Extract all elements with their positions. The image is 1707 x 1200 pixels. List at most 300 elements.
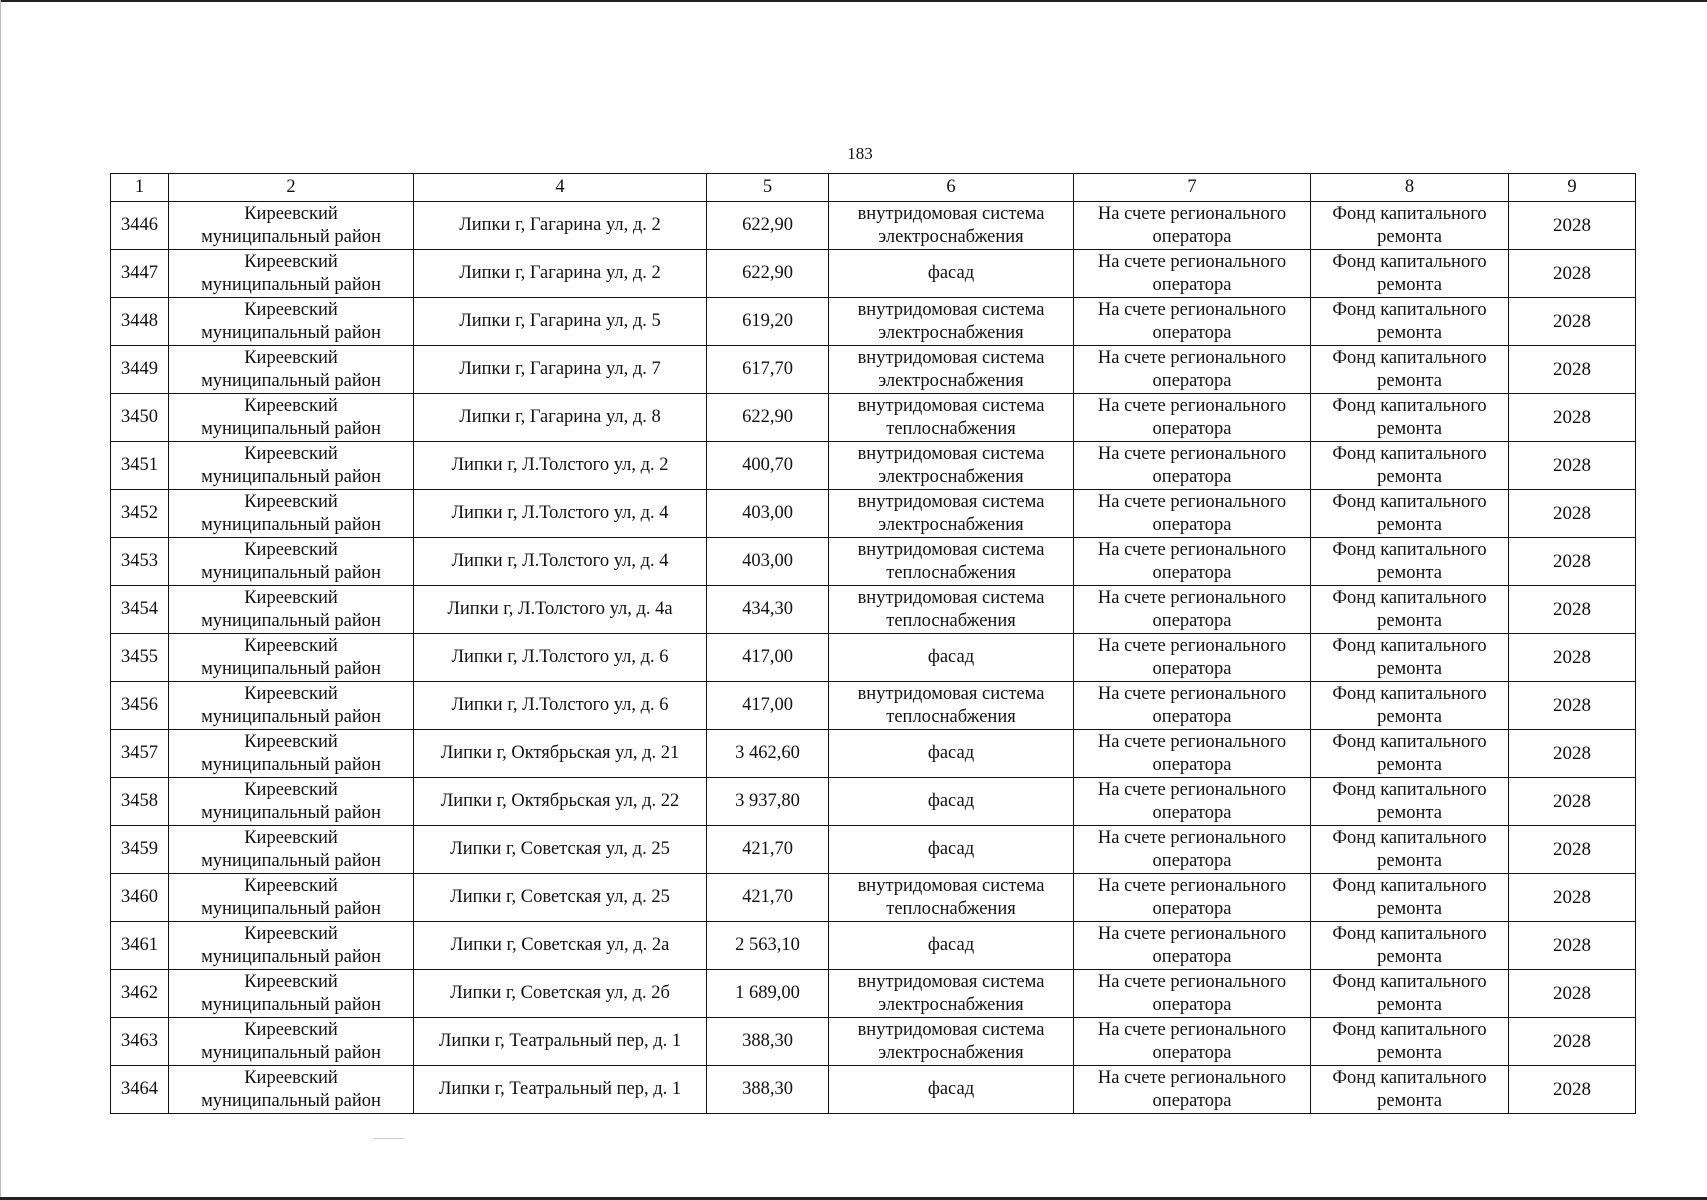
funding-source-cell-line: ремонта bbox=[1377, 1091, 1442, 1111]
district-cell-line: Киреевский bbox=[244, 588, 338, 608]
address-cell: Липки г, Советская ул, д. 2б bbox=[414, 970, 707, 1018]
district-cell bbox=[169, 538, 414, 586]
account-cell-line: На счете регионального bbox=[1097, 300, 1287, 320]
year-cell: 2028 bbox=[1509, 442, 1636, 490]
funding-source-cell-line: ремонта bbox=[1377, 755, 1442, 775]
district-cell-line: Киреевский bbox=[244, 636, 338, 656]
table-row bbox=[111, 1018, 1636, 1066]
account-cell-line: оператора bbox=[1152, 227, 1232, 247]
district-cell-line: муниципальный район bbox=[201, 563, 381, 583]
work-type-cell-line: электроснабжения bbox=[878, 323, 1024, 343]
district-cell bbox=[169, 1066, 414, 1114]
funding-source-cell-line: Фонд капитального bbox=[1332, 252, 1487, 272]
account-cell bbox=[1074, 874, 1311, 922]
funding-source-cell-line: ремонта bbox=[1377, 947, 1442, 967]
account-cell bbox=[1074, 682, 1311, 730]
address-cell: Липки г, Гагарина ул, д. 5 bbox=[414, 298, 707, 346]
work-type-cell-line: внутридомовая система bbox=[857, 204, 1045, 224]
district-cell-lines bbox=[172, 587, 410, 633]
funding-source-cell-line: ремонта bbox=[1377, 371, 1442, 391]
account-cell bbox=[1074, 490, 1311, 538]
district-cell bbox=[169, 250, 414, 298]
account-cell-line: оператора bbox=[1152, 323, 1232, 343]
work-type-cell bbox=[829, 682, 1074, 730]
district-cell-line: Киреевский bbox=[244, 1068, 338, 1088]
funding-source-cell-line: ремонта bbox=[1377, 803, 1442, 823]
area-cell: 400,70 bbox=[707, 442, 829, 490]
account-cell bbox=[1074, 826, 1311, 874]
year-cell: 2028 bbox=[1509, 778, 1636, 826]
funding-source-cell bbox=[1311, 346, 1509, 394]
year-cell: 2028 bbox=[1509, 1066, 1636, 1114]
account-cell-lines bbox=[1077, 779, 1307, 825]
funding-source-cell-line: ремонта bbox=[1377, 275, 1442, 295]
account-cell-line: оператора bbox=[1152, 851, 1232, 871]
register-table bbox=[110, 173, 1636, 1114]
year-cell: 2028 bbox=[1509, 634, 1636, 682]
account-cell-line: оператора bbox=[1152, 467, 1232, 487]
work-type-cell-lines bbox=[832, 491, 1070, 537]
district-cell-line: муниципальный район bbox=[201, 707, 381, 727]
district-cell-line: Киреевский bbox=[244, 924, 338, 944]
address-cell: Липки г, Октябрьская ул, д. 22 bbox=[414, 778, 707, 826]
account-cell-line: На счете регионального bbox=[1097, 348, 1287, 368]
district-cell bbox=[169, 970, 414, 1018]
work-type-cell-line: теплоснабжения bbox=[886, 611, 1016, 631]
account-cell bbox=[1074, 1066, 1311, 1114]
district-cell-line: муниципальный район bbox=[201, 851, 381, 871]
account-cell-line: На счете регионального bbox=[1097, 540, 1287, 560]
row-number-cell: 3461 bbox=[111, 922, 169, 970]
work-type-cell-line: внутридомовая система bbox=[857, 876, 1045, 896]
work-type-cell-line: внутридомовая система bbox=[857, 540, 1045, 560]
account-cell-line: На счете регионального bbox=[1097, 636, 1287, 656]
account-cell-line: оператора bbox=[1152, 515, 1232, 535]
table-row bbox=[111, 442, 1636, 490]
account-cell-line: На счете регионального bbox=[1097, 1020, 1287, 1040]
header-cell-4: 4 bbox=[414, 174, 707, 202]
table-row bbox=[111, 922, 1636, 970]
funding-source-cell-line: ремонта bbox=[1377, 851, 1442, 871]
work-type-cell-line: теплоснабжения bbox=[886, 563, 1016, 583]
area-cell: 622,90 bbox=[707, 250, 829, 298]
area-cell: 417,00 bbox=[707, 634, 829, 682]
account-cell-lines bbox=[1077, 587, 1307, 633]
funding-source-cell-line: ремонта bbox=[1377, 227, 1442, 247]
district-cell-line: Киреевский bbox=[244, 492, 338, 512]
district-cell-lines bbox=[172, 491, 410, 537]
district-cell bbox=[169, 778, 414, 826]
work-type-cell-lines bbox=[832, 1019, 1070, 1065]
year-cell: 2028 bbox=[1509, 874, 1636, 922]
funding-source-cell bbox=[1311, 874, 1509, 922]
header-cell-5: 5 bbox=[707, 174, 829, 202]
row-number-cell: 3460 bbox=[111, 874, 169, 922]
district-cell-line: муниципальный район bbox=[201, 1091, 381, 1111]
year-cell: 2028 bbox=[1509, 298, 1636, 346]
header-cell-9: 9 bbox=[1509, 174, 1636, 202]
work-type-cell-line: электроснабжения bbox=[878, 467, 1024, 487]
district-cell-line: Киреевский bbox=[244, 1020, 338, 1040]
work-type-cell-line: внутридомовая система bbox=[857, 588, 1045, 608]
header-cell-6: 6 bbox=[829, 174, 1074, 202]
work-type-cell bbox=[829, 538, 1074, 586]
account-cell-lines bbox=[1077, 443, 1307, 489]
funding-source-cell-line: Фонд капитального bbox=[1332, 780, 1487, 800]
account-cell-line: На счете регионального bbox=[1097, 1068, 1287, 1088]
district-cell bbox=[169, 634, 414, 682]
address-cell: Липки г, Л.Толстого ул, д. 6 bbox=[414, 634, 707, 682]
address-cell: Липки г, Советская ул, д. 25 bbox=[414, 874, 707, 922]
work-type-cell: фасад bbox=[829, 730, 1074, 778]
district-cell-line: муниципальный район bbox=[201, 947, 381, 967]
year-cell: 2028 bbox=[1509, 1018, 1636, 1066]
account-cell-lines bbox=[1077, 827, 1307, 873]
area-cell: 2 563,10 bbox=[707, 922, 829, 970]
account-cell-lines bbox=[1077, 923, 1307, 969]
year-cell: 2028 bbox=[1509, 586, 1636, 634]
work-type-cell: фасад bbox=[829, 778, 1074, 826]
work-type-cell-lines bbox=[832, 299, 1070, 345]
funding-source-cell-line: Фонд капитального bbox=[1332, 588, 1487, 608]
scan-edge-top bbox=[0, 0, 1707, 2]
account-cell-lines bbox=[1077, 971, 1307, 1017]
work-type-cell-lines bbox=[832, 539, 1070, 585]
account-cell-lines bbox=[1077, 1019, 1307, 1065]
district-cell-line: Киреевский bbox=[244, 684, 338, 704]
work-type-cell bbox=[829, 394, 1074, 442]
funding-source-cell bbox=[1311, 298, 1509, 346]
scan-edge-left bbox=[0, 0, 1, 1200]
row-number-cell: 3454 bbox=[111, 586, 169, 634]
funding-source-cell-lines bbox=[1314, 923, 1505, 969]
account-cell-line: На счете регионального bbox=[1097, 252, 1287, 272]
row-number-cell: 3446 bbox=[111, 202, 169, 250]
funding-source-cell-line: Фонд капитального bbox=[1332, 636, 1487, 656]
district-cell-line: муниципальный район bbox=[201, 371, 381, 391]
funding-source-cell-lines bbox=[1314, 635, 1505, 681]
account-cell bbox=[1074, 394, 1311, 442]
area-cell: 417,00 bbox=[707, 682, 829, 730]
area-cell: 3 937,80 bbox=[707, 778, 829, 826]
district-cell-lines bbox=[172, 251, 410, 297]
work-type-cell: фасад bbox=[829, 1066, 1074, 1114]
address-cell: Липки г, Советская ул, д. 2а bbox=[414, 922, 707, 970]
table-row bbox=[111, 682, 1636, 730]
year-cell: 2028 bbox=[1509, 682, 1636, 730]
district-cell-line: Киреевский bbox=[244, 972, 338, 992]
table-row bbox=[111, 634, 1636, 682]
account-cell-line: оператора bbox=[1152, 947, 1232, 967]
table-row bbox=[111, 202, 1636, 250]
table-row bbox=[111, 250, 1636, 298]
funding-source-cell-lines bbox=[1314, 491, 1505, 537]
header-cell-7: 7 bbox=[1074, 174, 1311, 202]
work-type-cell bbox=[829, 1018, 1074, 1066]
account-cell bbox=[1074, 538, 1311, 586]
district-cell bbox=[169, 922, 414, 970]
account-cell-line: оператора bbox=[1152, 899, 1232, 919]
table-row bbox=[111, 826, 1636, 874]
district-cell-line: муниципальный район bbox=[201, 515, 381, 535]
area-cell: 403,00 bbox=[707, 490, 829, 538]
year-cell: 2028 bbox=[1509, 538, 1636, 586]
work-type-cell-line: внутридомовая система bbox=[857, 972, 1045, 992]
district-cell-line: муниципальный район bbox=[201, 323, 381, 343]
table-row bbox=[111, 586, 1636, 634]
account-cell-line: На счете регионального bbox=[1097, 732, 1287, 752]
district-cell-lines bbox=[172, 347, 410, 393]
district-cell bbox=[169, 202, 414, 250]
account-cell bbox=[1074, 442, 1311, 490]
table-body bbox=[111, 202, 1636, 1114]
funding-source-cell bbox=[1311, 1066, 1509, 1114]
address-cell: Липки г, Советская ул, д. 25 bbox=[414, 826, 707, 874]
account-cell-line: На счете регионального bbox=[1097, 780, 1287, 800]
account-cell-line: На счете регионального bbox=[1097, 972, 1287, 992]
district-cell-line: Киреевский bbox=[244, 732, 338, 752]
work-type-cell-line: теплоснабжения bbox=[886, 707, 1016, 727]
table-row bbox=[111, 778, 1636, 826]
account-cell-line: На счете регионального bbox=[1097, 396, 1287, 416]
address-cell: Липки г, Театральный пер, д. 1 bbox=[414, 1018, 707, 1066]
account-cell-line: оператора bbox=[1152, 419, 1232, 439]
work-type-cell-line: внутридомовая система bbox=[857, 300, 1045, 320]
district-cell bbox=[169, 346, 414, 394]
header-cell-1: 1 bbox=[111, 174, 169, 202]
funding-source-cell bbox=[1311, 826, 1509, 874]
district-cell-line: муниципальный район bbox=[201, 899, 381, 919]
work-type-cell bbox=[829, 202, 1074, 250]
funding-source-cell-lines bbox=[1314, 731, 1505, 777]
district-cell bbox=[169, 442, 414, 490]
funding-source-cell-line: ремонта bbox=[1377, 707, 1442, 727]
work-type-cell: фасад bbox=[829, 826, 1074, 874]
account-cell-lines bbox=[1077, 683, 1307, 729]
district-cell-line: муниципальный район bbox=[201, 1043, 381, 1063]
district-cell-lines bbox=[172, 683, 410, 729]
work-type-cell-line: внутридомовая система bbox=[857, 684, 1045, 704]
district-cell-lines bbox=[172, 443, 410, 489]
funding-source-cell-line: Фонд капитального bbox=[1332, 732, 1487, 752]
row-number-cell: 3449 bbox=[111, 346, 169, 394]
account-cell bbox=[1074, 922, 1311, 970]
row-number-cell: 3458 bbox=[111, 778, 169, 826]
funding-source-cell-line: ремонта bbox=[1377, 659, 1442, 679]
district-cell-line: муниципальный район bbox=[201, 803, 381, 823]
funding-source-cell bbox=[1311, 586, 1509, 634]
account-cell-lines bbox=[1077, 731, 1307, 777]
address-cell: Липки г, Гагарина ул, д. 2 bbox=[414, 250, 707, 298]
work-type-cell bbox=[829, 874, 1074, 922]
account-cell bbox=[1074, 202, 1311, 250]
funding-source-cell bbox=[1311, 730, 1509, 778]
district-cell-line: муниципальный район bbox=[201, 659, 381, 679]
funding-source-cell-lines bbox=[1314, 587, 1505, 633]
work-type-cell-lines bbox=[832, 443, 1070, 489]
address-cell: Липки г, Октябрьская ул, д. 21 bbox=[414, 730, 707, 778]
district-cell-lines bbox=[172, 1019, 410, 1065]
area-cell: 622,90 bbox=[707, 394, 829, 442]
account-cell-line: оператора bbox=[1152, 1043, 1232, 1063]
funding-source-cell bbox=[1311, 250, 1509, 298]
district-cell-lines bbox=[172, 635, 410, 681]
row-number-cell: 3447 bbox=[111, 250, 169, 298]
funding-source-cell-lines bbox=[1314, 683, 1505, 729]
account-cell-line: оператора bbox=[1152, 563, 1232, 583]
work-type-cell-line: внутридомовая система bbox=[857, 444, 1045, 464]
address-cell: Липки г, Л.Толстого ул, д. 4а bbox=[414, 586, 707, 634]
work-type-cell: фасад bbox=[829, 250, 1074, 298]
district-cell-lines bbox=[172, 395, 410, 441]
account-cell-line: На счете регионального bbox=[1097, 492, 1287, 512]
funding-source-cell-line: ремонта bbox=[1377, 1043, 1442, 1063]
work-type-cell-line: внутридомовая система bbox=[857, 348, 1045, 368]
account-cell-line: оператора bbox=[1152, 659, 1232, 679]
district-cell-lines bbox=[172, 971, 410, 1017]
scan-artifact bbox=[374, 1138, 404, 1139]
district-cell-line: Киреевский bbox=[244, 204, 338, 224]
area-cell: 617,70 bbox=[707, 346, 829, 394]
year-cell: 2028 bbox=[1509, 346, 1636, 394]
account-cell-line: На счете регионального bbox=[1097, 828, 1287, 848]
district-cell-lines bbox=[172, 875, 410, 921]
funding-source-cell-line: Фонд капитального bbox=[1332, 492, 1487, 512]
district-cell-lines bbox=[172, 827, 410, 873]
funding-source-cell-line: Фонд капитального bbox=[1332, 972, 1487, 992]
year-cell: 2028 bbox=[1509, 490, 1636, 538]
area-cell: 421,70 bbox=[707, 826, 829, 874]
work-type-cell-lines bbox=[832, 395, 1070, 441]
funding-source-cell-lines bbox=[1314, 395, 1505, 441]
account-cell bbox=[1074, 298, 1311, 346]
work-type-cell-line: электроснабжения bbox=[878, 371, 1024, 391]
district-cell bbox=[169, 874, 414, 922]
account-cell-line: оператора bbox=[1152, 371, 1232, 391]
funding-source-cell-lines bbox=[1314, 539, 1505, 585]
work-type-cell-line: внутридомовая система bbox=[857, 396, 1045, 416]
work-type-cell-lines bbox=[832, 203, 1070, 249]
account-cell-lines bbox=[1077, 491, 1307, 537]
district-cell-lines bbox=[172, 779, 410, 825]
funding-source-cell-line: ремонта bbox=[1377, 899, 1442, 919]
address-cell: Липки г, Гагарина ул, д. 8 bbox=[414, 394, 707, 442]
funding-source-cell bbox=[1311, 682, 1509, 730]
funding-source-cell-lines bbox=[1314, 251, 1505, 297]
account-cell-line: На счете регионального bbox=[1097, 204, 1287, 224]
account-cell bbox=[1074, 634, 1311, 682]
area-cell: 403,00 bbox=[707, 538, 829, 586]
district-cell-line: муниципальный район bbox=[201, 227, 381, 247]
funding-source-cell-lines bbox=[1314, 203, 1505, 249]
account-cell-line: На счете регионального bbox=[1097, 444, 1287, 464]
header-row bbox=[111, 174, 1636, 202]
district-cell-line: Киреевский bbox=[244, 396, 338, 416]
page-number: 183 bbox=[847, 144, 873, 163]
table-row bbox=[111, 394, 1636, 442]
funding-source-cell-lines bbox=[1314, 971, 1505, 1017]
district-cell-line: муниципальный район bbox=[201, 755, 381, 775]
district-cell-lines bbox=[172, 731, 410, 777]
funding-source-cell-lines bbox=[1314, 1067, 1505, 1113]
table-row bbox=[111, 730, 1636, 778]
account-cell bbox=[1074, 778, 1311, 826]
work-type-cell-lines bbox=[832, 971, 1070, 1017]
account-cell bbox=[1074, 586, 1311, 634]
work-type-cell-lines bbox=[832, 347, 1070, 393]
header-cell-8: 8 bbox=[1311, 174, 1509, 202]
district-cell bbox=[169, 586, 414, 634]
district-cell-line: муниципальный район bbox=[201, 419, 381, 439]
district-cell-lines bbox=[172, 203, 410, 249]
funding-source-cell-line: ремонта bbox=[1377, 995, 1442, 1015]
funding-source-cell-lines bbox=[1314, 443, 1505, 489]
district-cell-line: муниципальный район bbox=[201, 611, 381, 631]
account-cell-line: оператора bbox=[1152, 611, 1232, 631]
area-cell: 421,70 bbox=[707, 874, 829, 922]
year-cell: 2028 bbox=[1509, 970, 1636, 1018]
funding-source-cell bbox=[1311, 634, 1509, 682]
work-type-cell bbox=[829, 346, 1074, 394]
funding-source-cell bbox=[1311, 970, 1509, 1018]
district-cell-line: Киреевский bbox=[244, 348, 338, 368]
funding-source-cell-line: Фонд капитального bbox=[1332, 204, 1487, 224]
funding-source-cell-line: Фонд капитального bbox=[1332, 924, 1487, 944]
account-cell-lines bbox=[1077, 395, 1307, 441]
account-cell bbox=[1074, 730, 1311, 778]
row-number-cell: 3457 bbox=[111, 730, 169, 778]
work-type-cell bbox=[829, 586, 1074, 634]
address-cell: Липки г, Гагарина ул, д. 7 bbox=[414, 346, 707, 394]
district-cell-line: муниципальный район bbox=[201, 995, 381, 1015]
address-cell: Липки г, Гагарина ул, д. 2 bbox=[414, 202, 707, 250]
year-cell: 2028 bbox=[1509, 394, 1636, 442]
district-cell-lines bbox=[172, 923, 410, 969]
work-type-cell bbox=[829, 442, 1074, 490]
table-row bbox=[111, 538, 1636, 586]
area-cell: 1 689,00 bbox=[707, 970, 829, 1018]
row-number-cell: 3464 bbox=[111, 1066, 169, 1114]
funding-source-cell-line: Фонд капитального bbox=[1332, 300, 1487, 320]
funding-source-cell-line: ремонта bbox=[1377, 611, 1442, 631]
funding-source-cell-line: ремонта bbox=[1377, 323, 1442, 343]
funding-source-cell-line: ремонта bbox=[1377, 515, 1442, 535]
funding-source-cell bbox=[1311, 538, 1509, 586]
table-row bbox=[111, 874, 1636, 922]
address-cell: Липки г, Театральный пер, д. 1 bbox=[414, 1066, 707, 1114]
funding-source-cell bbox=[1311, 394, 1509, 442]
row-number-cell: 3452 bbox=[111, 490, 169, 538]
funding-source-cell-line: Фонд капитального bbox=[1332, 828, 1487, 848]
funding-source-cell-line: ремонта bbox=[1377, 419, 1442, 439]
funding-source-cell bbox=[1311, 778, 1509, 826]
address-cell: Липки г, Л.Толстого ул, д. 4 bbox=[414, 490, 707, 538]
district-cell-lines bbox=[172, 299, 410, 345]
account-cell-lines bbox=[1077, 251, 1307, 297]
work-type-cell-line: внутридомовая система bbox=[857, 1020, 1045, 1040]
district-cell bbox=[169, 1018, 414, 1066]
account-cell-lines bbox=[1077, 1067, 1307, 1113]
district-cell bbox=[169, 490, 414, 538]
funding-source-cell-line: Фонд капитального bbox=[1332, 540, 1487, 560]
account-cell-line: На счете регионального bbox=[1097, 924, 1287, 944]
funding-source-cell-line: Фонд капитального bbox=[1332, 444, 1487, 464]
row-number-cell: 3462 bbox=[111, 970, 169, 1018]
account-cell bbox=[1074, 1018, 1311, 1066]
table-row bbox=[111, 346, 1636, 394]
work-type-cell bbox=[829, 298, 1074, 346]
district-cell-line: муниципальный район bbox=[201, 467, 381, 487]
